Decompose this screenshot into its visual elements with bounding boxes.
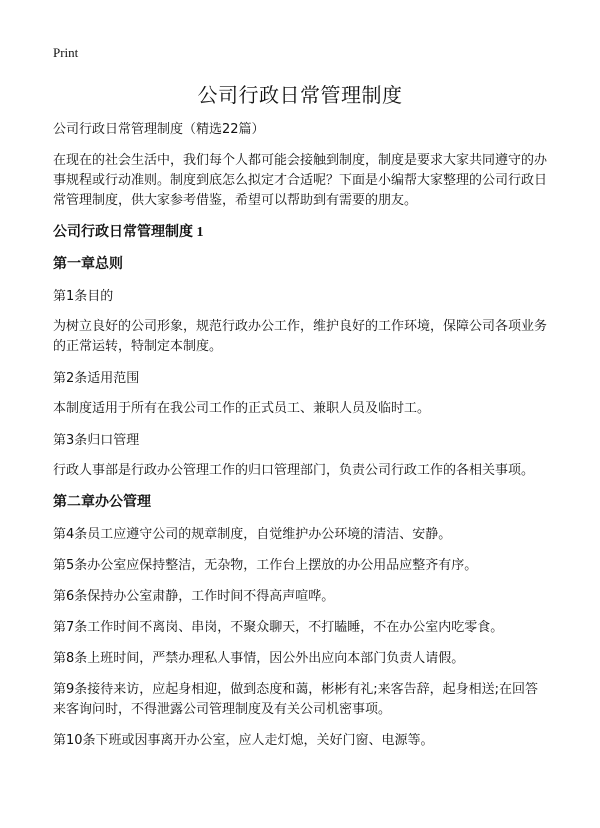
- article-1-title: 第1条目的: [53, 289, 114, 304]
- rule-item: 第9条接待来访，应起身相迎，做到态度和蔼，彬彬有礼;来客告辞，起身相送;在回答来客询问时，不得泄露公司管理制度及有关公司机密事项。: [53, 682, 539, 717]
- article-3-body: 行政人事部是行政办公管理工作的归口管理部门，负责公司行政工作的各相关事项。: [53, 463, 535, 478]
- article-3-title: 第3条归口管理: [53, 433, 140, 448]
- rule-item: 第5条办公室应保持整洁，无杂物，工作台上摆放的办公用品应整齐有序。: [53, 558, 478, 573]
- section-heading: 公司行政日常管理制度 1: [53, 225, 204, 240]
- article-2-body: 本制度适用于所有在我公司工作的正式员工、兼职人员及临时工。: [53, 401, 431, 416]
- rule-item: 第4条员工应遵守公司的规章制度，自觉维护办公环境的清洁、安静。: [53, 527, 452, 542]
- document-subtitle: 公司行政日常管理制度（精选22篇）: [53, 122, 265, 137]
- rule-item: 第10条下班或因事离开办公室，应人走灯熄，关好门窗、电源等。: [53, 733, 434, 748]
- article-2-title: 第2条适用范围: [53, 371, 140, 386]
- print-link[interactable]: Print: [53, 45, 79, 60]
- chapter-2-heading: 第二章办公管理: [53, 495, 151, 510]
- rule-item: 第8条上班时间，严禁办理私人事情，因公外出应向本部门负责人请假。: [53, 651, 465, 666]
- intro-paragraph: 在现在的社会生活中，我们每个人都可能会接触到制度，制度是要求大家共同遵守的办事规程或行动准则。制度到底怎么拟定才合适呢？下面是小编帮大家整理的公司行政日常管理制度，供大家参考借鉴，希望可以帮助到有需要的朋友。: [53, 153, 548, 208]
- article-1-body: 为树立良好的公司形象，规范行政办公工作，维护良好的工作环境，保障公司各项业务的正常运转，特制定本制度。: [53, 319, 548, 354]
- rule-item: 第6条保持办公室肃静，工作时间不得高声喧哗。: [53, 589, 335, 604]
- document-body: [53, 120, 547, 762]
- page-title: 公司行政日常管理制度: [197, 83, 403, 107]
- chapter-1-heading: 第一章总则: [53, 257, 123, 272]
- rule-item: 第7条工作时间不离岗、串岗，不聚众聊天，不打瞌睡，不在办公室内吃零食。: [53, 620, 504, 635]
